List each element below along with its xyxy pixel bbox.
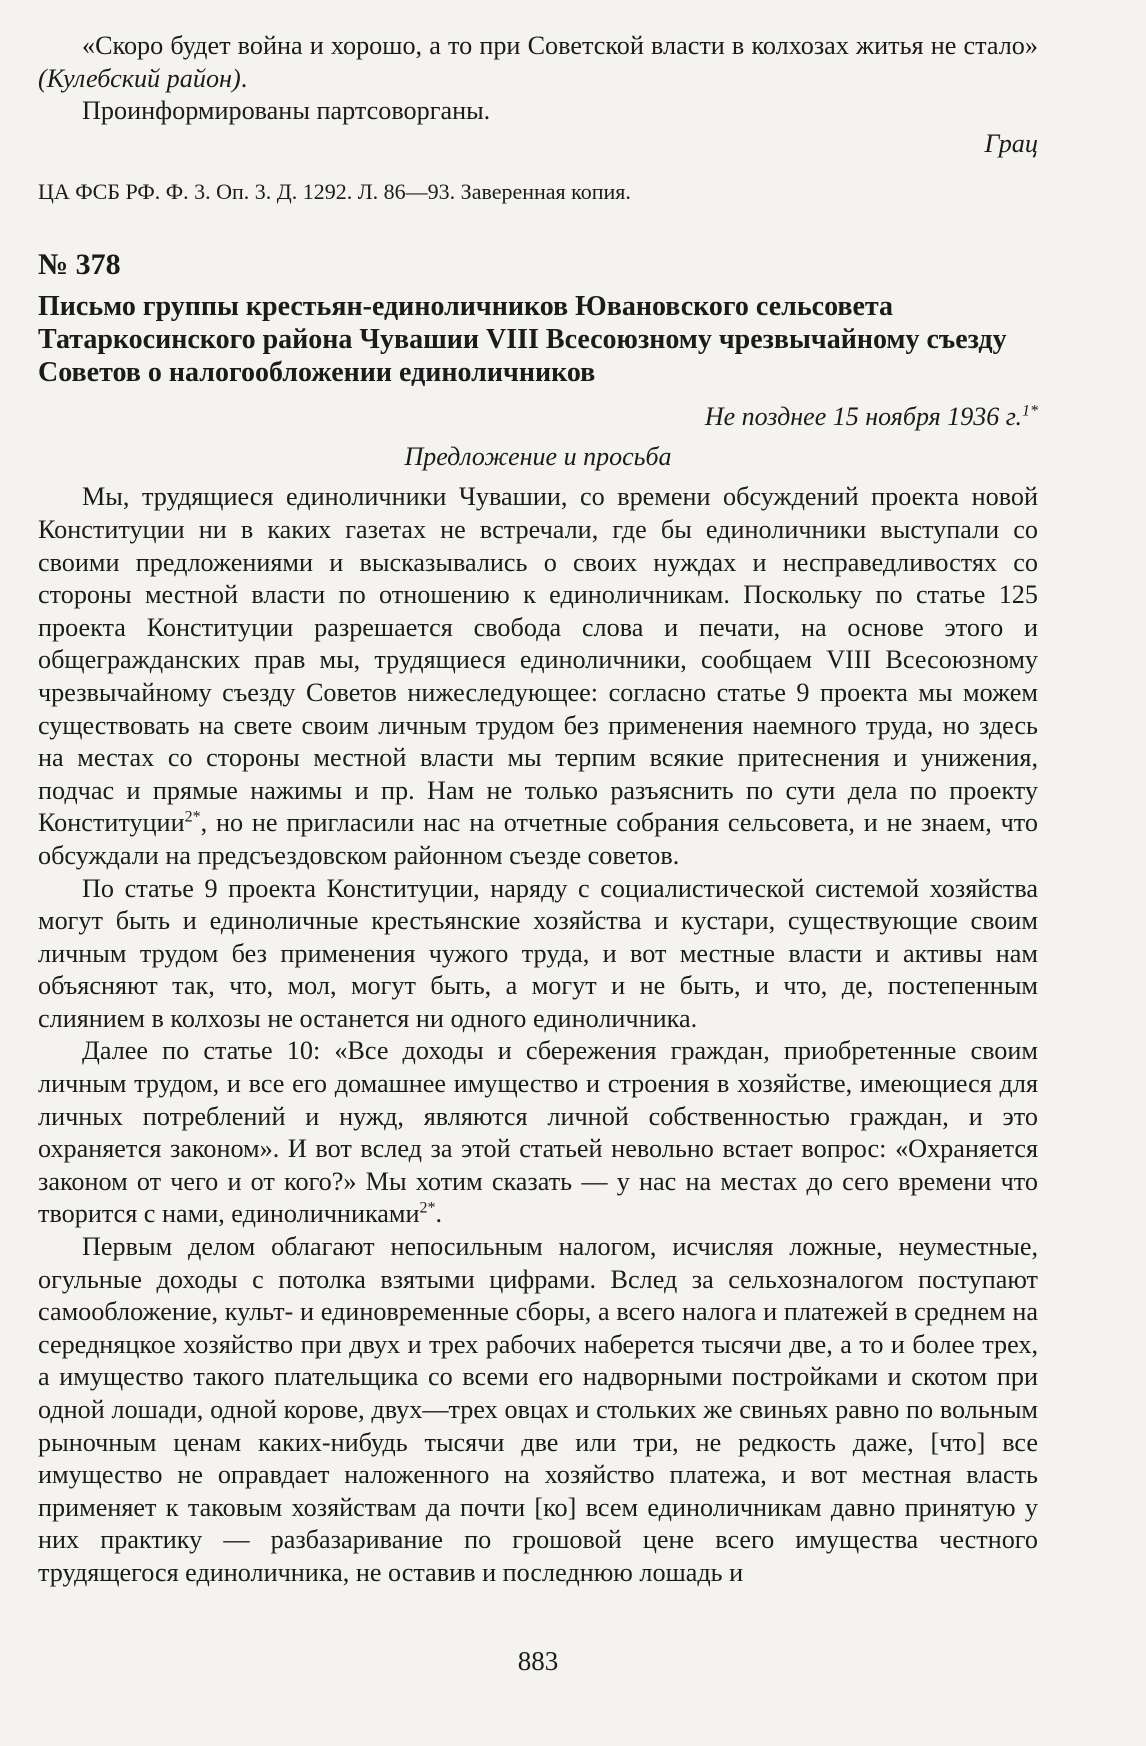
body-paragraph-2: По статье 9 проекта Конституции, наряду с социалистической системой хозяйства могут быть и единоличные крестьянские хозяйства и кустари, существующие своим личным трудом без применения чужого труда, и вот местные власти и активы нам объясняют так, что, мол, могут быть, а могут и не быть, и что, де, постепенным слиянием в колхозы не останется ни одного единоличника. bbox=[38, 873, 1038, 1033]
document-number: № 378 bbox=[38, 248, 121, 282]
signature: Грац bbox=[984, 128, 1038, 158]
body-paragraph-3-footnote-mark: 2* bbox=[419, 1199, 436, 1217]
document-body bbox=[38, 481, 1038, 1589]
document-title: Письмо группы крестьян-единоличников Ювановского сельсовета Татаркосинского района Чувашии VIII Всесоюзному чрезвычайному съезду Советов о налогообложении единоличников bbox=[38, 291, 1007, 389]
body-paragraph-1-text-a: Мы, трудящиеся единоличники Чувашии, со времени обсуждений проекта новой Конституции ни в каких газетах не встречали, где бы единоличники выступали со своими предложениями и высказывались о своих нуждах и несправедливостях со стороны местной власти по отношению к единоличникам. Поскольку по статье 125 проекта Конституции разрешается свобода слова и печати, на основе этого и общегражданских прав мы, трудящиеся единоличники, сообщаем VIII Всесоюзному чрезвычайному съезду Советов нижеследующее: согласно статье 9 проекта мы можем существовать на свете своим личным трудом без применения наемного труда, но здесь на местах со стороны местной власти мы терпим всякие притеснения и унижения, подчас и прямые нажимы и пр. Нам не только разъяснить по сути дела по проекту Конституции bbox=[38, 482, 1038, 838]
document-date-footnote-mark: 1* bbox=[1022, 402, 1038, 420]
archive-source: ЦА ФСБ РФ. Ф. 3. Оп. 3. Д. 1292. Л. 86—93. Заверенная копия. bbox=[38, 179, 631, 205]
page-number: 883 bbox=[517, 1646, 559, 1676]
document-date-text: Не позднее 15 ноября 1936 г. bbox=[704, 402, 1022, 432]
intro-quote-district: (Кулебский район) bbox=[38, 63, 241, 93]
document-header bbox=[38, 248, 1038, 473]
intro-quote-text: «Скоро будет война и хорошо, а то при Советской власти в колхозах житья не стало» bbox=[82, 31, 1038, 60]
body-paragraph-1 bbox=[38, 481, 1038, 872]
body-paragraph-3-text-a: Далее по статье 10: «Все доходы и сбережения граждан, приобретенные своим личным трудом, и все его домашнее имущество и строения в хозяйстве, имеющиеся для личных потреблений и нужд, являются личной собственностью граждан, и это охраняется законом». И вот вслед за этой статьей невольно встает вопрос: «Охраняется законом от чего и от кого?» Мы хотим сказать — у нас на местах до сего времени что творится с нами, единоличниками bbox=[38, 1036, 1038, 1229]
document-page bbox=[38, 30, 1038, 1720]
previous-document-ending bbox=[38, 30, 1038, 206]
body-paragraph-1-footnote-mark: 2* bbox=[184, 808, 201, 826]
body-paragraph-4: Первым делом облагают непосильным налогом, исчисляя ложные, неуместные, огульные доходы с потолка взятыми цифрами. Вслед за сельхозналогом поступают самообложение, культ- и единовременные сборы, а всего налога и платежей в среднем на середняцкое хозяйство при двух и трех рабочих наберется тысячи две, а то и более трех, а имущество такого плательщика со всеми его надворными постройками и скотом при одной лошади, одной корове, двух—трех овцах и стольких же свиньях равно по вольным рыночным ценам каких-нибудь тысячи две или три, не редкость даже, [что] все имущество не оправдает наложенного на хозяйство платежа, и вот местная власть применяет к таковым хозяйствам да почти [ко] всем единоличникам давно принятую у них практику — разбазаривание по грошовой цене всего имущества честного трудящегося единоличника, не оставив и последнюю лошадь и bbox=[38, 1232, 1038, 1587]
intro-informed-paragraph: Проинформированы партсоворганы. bbox=[82, 96, 491, 126]
document-date bbox=[38, 401, 1038, 433]
body-paragraph-1-text-b: , но не пригласили нас на отчетные собрания сельсовета, и не знаем, что обсуждали на предсъездовском районном съезде советов. bbox=[38, 808, 1038, 870]
intro-quote-end: . bbox=[240, 63, 248, 93]
body-paragraph-3 bbox=[38, 1035, 1038, 1231]
body-paragraph-3-text-b: . bbox=[435, 1199, 443, 1229]
document-subtitle: Предложение и просьба bbox=[404, 442, 672, 472]
intro-quote-paragraph bbox=[38, 30, 1038, 95]
